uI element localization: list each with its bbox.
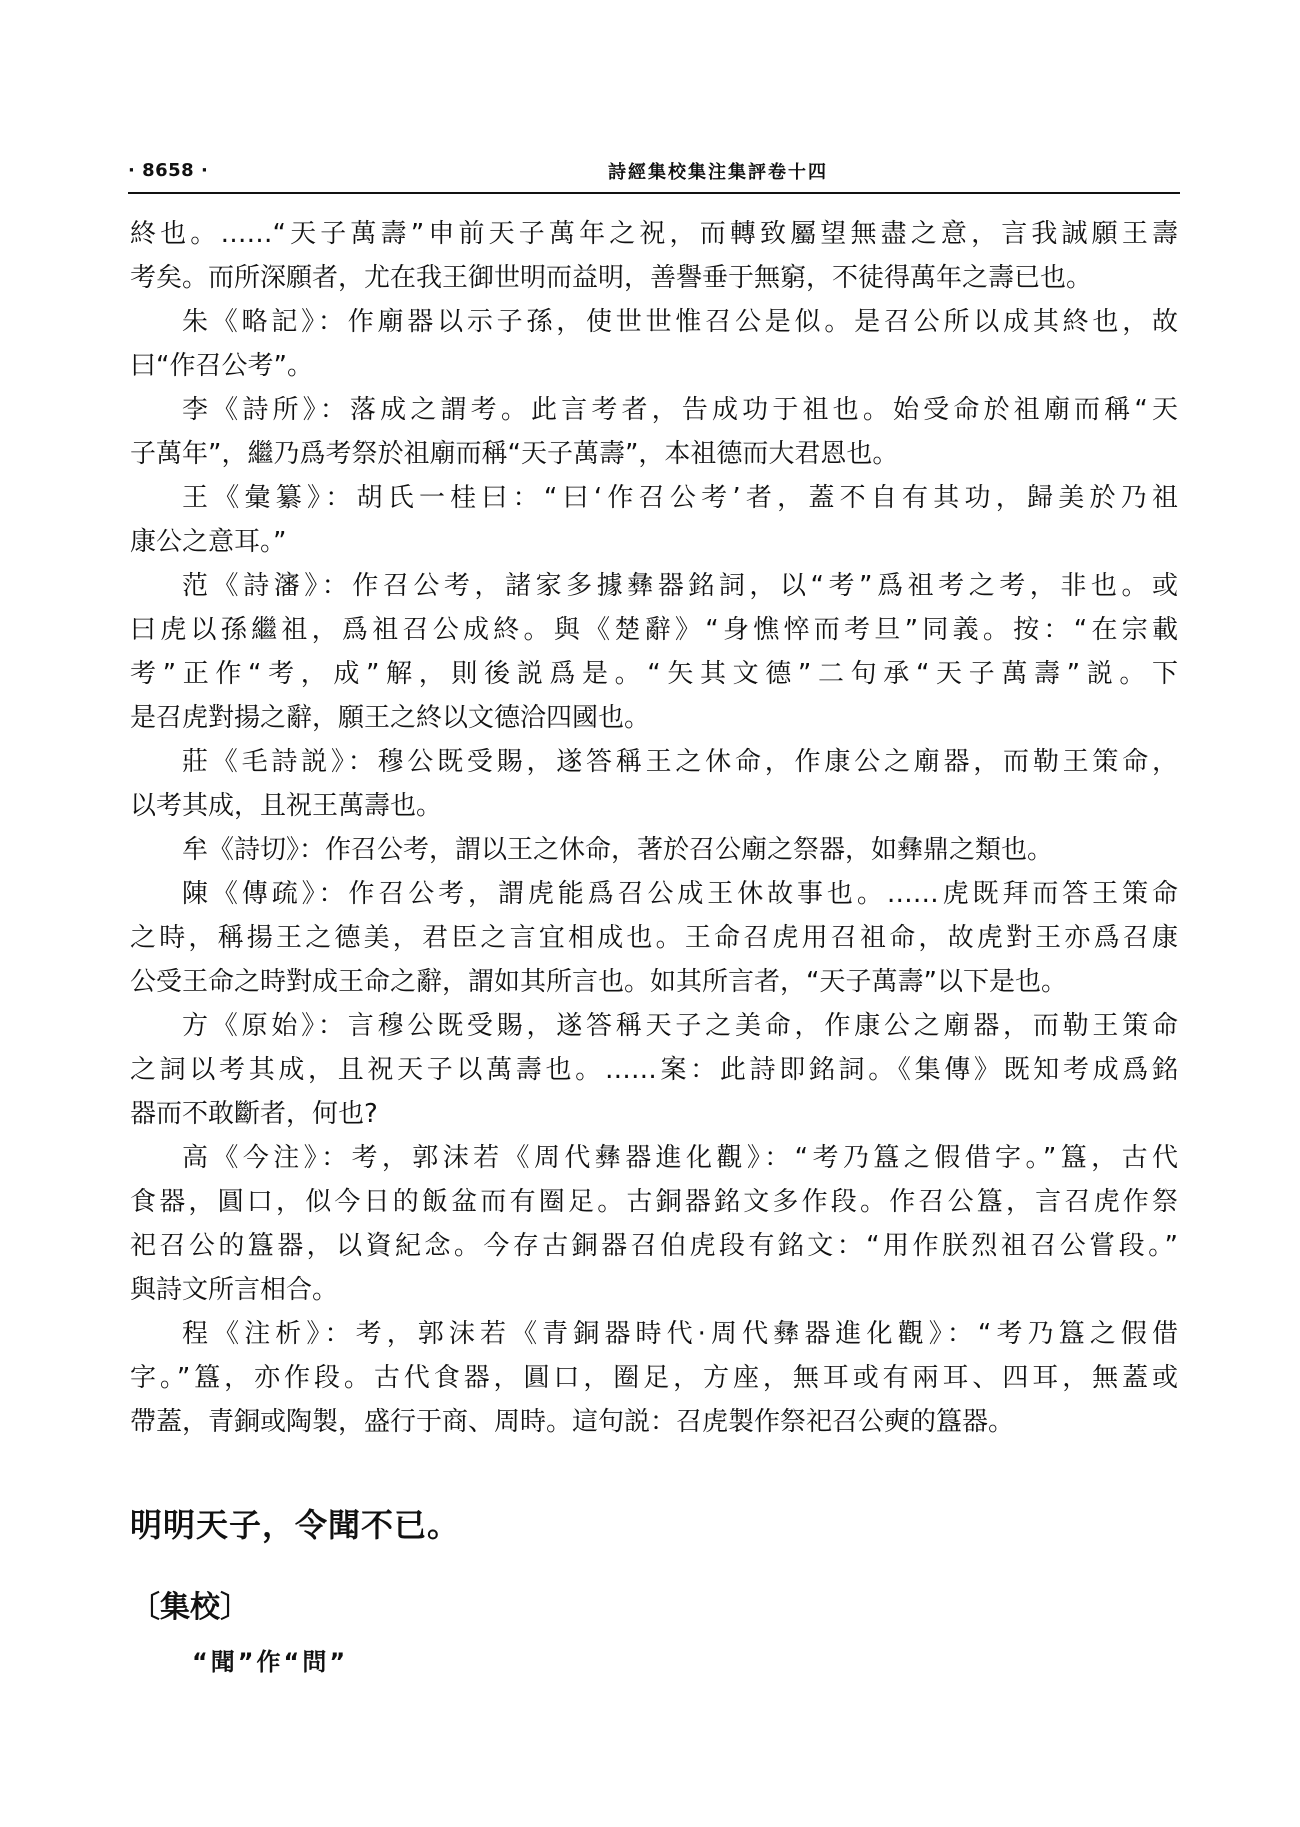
text-line: 終也。……“天子萬壽”申前天子萬年之祝，而轉致屬望無盡之意，言我誠願王壽 xyxy=(130,219,1178,249)
text-line: 李《詩所》：落成之謂考。此言考者，告成功于祖也。始受命於祖廟而稱“天 xyxy=(182,395,1178,425)
running-head xyxy=(128,152,1178,192)
text-line: 之詞以考其成，且祝天子以萬壽也。……案：此詩即銘詞。《集傳》既知考成爲銘 xyxy=(130,1055,1178,1085)
text-line: 高《今注》：考，郭沫若《周代彝器進化觀》：“考乃簋之假借字。”簋，古代 xyxy=(182,1143,1178,1173)
text-line: 帶蓋，青銅或陶製，盛行于商、周時。這句説：召虎製作祭祀召公奭的簋器。 xyxy=(130,1407,1015,1437)
text-line: 曰“作召公考”。 xyxy=(130,351,313,381)
text-line: 與詩文所言相合。 xyxy=(130,1275,339,1305)
text-line: 食器，圓口，似今日的飯盆而有圈足。古銅器銘文多作段。作召公簋，言召虎作祭 xyxy=(130,1187,1178,1217)
text-line: 考矣。而所深願者，尤在我王御世明而益明，善譽垂于無窮，不徒得萬年之壽已也。 xyxy=(130,263,1093,293)
text-line: 莊《毛詩説》：穆公既受賜，遂答稱王之休命，作康公之廟器，而勒王策命， xyxy=(182,747,1178,777)
text-line: 陳《傳疏》：作召公考，謂虎能爲召公成王休故事也。……虎既拜而答王策命 xyxy=(182,879,1178,909)
text-line: 康公之意耳。” xyxy=(130,527,287,557)
text-line: 之時，稱揚王之德美，君臣之言宜相成也。王命召虎用召祖命，故虎對王亦爲召康 xyxy=(130,923,1178,953)
text-line: 王《彙纂》：胡氏一桂曰：“曰‘作召公考’者，蓋不自有其功，歸美於乃祖 xyxy=(182,483,1178,513)
text-line: 方《原始》：言穆公既受賜，遂答稱天子之美命，作康公之廟器，而勒王策命 xyxy=(182,1011,1178,1041)
commentary-body xyxy=(130,212,1178,1444)
text-line: 子萬年”，繼乃爲考祭於祖廟而稱“天子萬壽”，本祖德而大君恩也。 xyxy=(130,439,899,469)
text-line: 器而不敢斷者，何也? xyxy=(130,1099,378,1129)
header-rule xyxy=(128,192,1180,194)
verse-heading: 明明天子，令聞不已。 xyxy=(130,1506,461,1544)
text-line: 字。”簋，亦作段。古代食器，圓口，圈足，方座，無耳或有兩耳、四耳，無蓋或 xyxy=(130,1363,1178,1393)
book-title: 詩經集校集注集評卷十四 xyxy=(608,162,828,183)
collation-item: “聞”作“問” xyxy=(192,1648,349,1676)
text-line: 祀召公的簋器，以資紀念。今存古銅器召伯虎段有銘文：“用作朕烈祖召公嘗段。” xyxy=(130,1231,1178,1261)
collation-section-label: 〔集校〕 xyxy=(130,1590,250,1625)
text-line: 牟《詩切》：作召公考，謂以王之休命，著於召公廟之祭器，如彝鼎之類也。 xyxy=(182,835,1054,865)
text-line: 范《詩瀋》：作召公考，諸家多據彝器銘詞，以“考”爲祖考之考，非也。或 xyxy=(182,571,1178,601)
text-line: 朱《略記》：作廟器以示子孫，使世世惟召公是似。是召公所以成其終也，故 xyxy=(182,307,1178,337)
text-line: 曰虎以孫繼祖，爲祖召公成終。與《楚辭》“身憔悴而考旦”同義。按：“在宗載 xyxy=(130,615,1178,645)
text-line: 考”正作“考，成”解，則後説爲是。“矢其文德”二句承“天子萬壽”説。下 xyxy=(130,659,1178,689)
page-number: · 8658 · xyxy=(128,160,209,181)
text-line: 以考其成，且祝王萬壽也。 xyxy=(130,791,443,821)
text-line: 程《注析》：考，郭沫若《青銅器時代·周代彝器進化觀》：“考乃簋之假借 xyxy=(182,1319,1178,1349)
text-line: 公受王命之時對成王命之辭，謂如其所言也。如其所言者，“天子萬壽”以下是也。 xyxy=(130,967,1067,997)
text-line: 是召虎對揚之辭，願王之終以文德洽四國也。 xyxy=(130,703,651,733)
